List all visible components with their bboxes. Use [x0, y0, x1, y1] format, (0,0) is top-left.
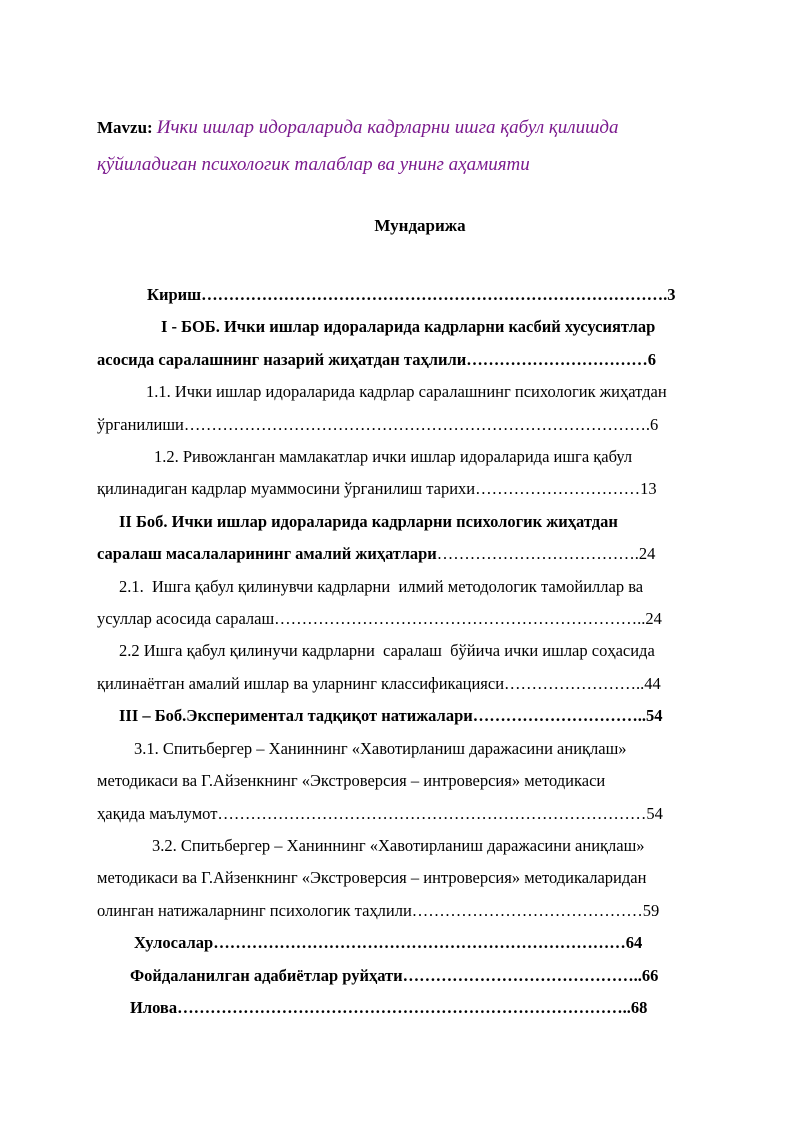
- toc-entry-2-1-line-1: 2.1. Ишга қабул қилинувчи кадрларни илмий методологик тамойиллар ва: [119, 576, 644, 596]
- toc-entry-1-2-line-2: қилинадиган кадрлар муаммосини ўрганилиш тарихи…………………………13: [97, 479, 657, 499]
- toc-entry-2-1-line-2: усуллар асосида саралаш…………………………………………………………..24: [97, 609, 662, 629]
- toc-entry-1-1-line-2: ўрганилиши………………………………………………………………………….6: [97, 414, 659, 434]
- toc-entry-appendix: Илова………………………………………………………………………..68: [130, 997, 648, 1017]
- toc-entry-1-1-line-1: 1.1. Ички ишлар идораларида кадрлар саралашнинг психологик жиҳатдан: [146, 382, 667, 402]
- toc-entry-3-2-line-1: 3.2. Спитьбергер – Ханиннинг «Хавотирланиш даражасини аниқлаш»: [152, 835, 645, 855]
- toc-entry-chapter-2-page: ……………………………….24: [436, 544, 656, 564]
- topic-block: [97, 110, 747, 184]
- topic-title-line-1: Ички ишлар идораларида кадрларни ишга қабул қилишда: [156, 117, 619, 138]
- toc-entry-chapter-1-line-1: I - БОБ. Ички ишлар идораларида кадрларни касбий хусусиятлар: [161, 317, 656, 337]
- toc-entry-3-2-line-3: олинган натижаларнинг психологик таҳлили……………………………………59: [97, 900, 660, 920]
- toc-entry-1-2-line-1: 1.2. Ривожланган мамлакатлар ички ишлар идораларида ишга қабул: [154, 447, 633, 467]
- toc-entry-conclusions: Хулосалар…………………………………………………………………64: [134, 933, 643, 953]
- toc-entry-chapter-2-line-2: [97, 538, 742, 570]
- toc-entry-2-2-line-1: 2.2 Ишга қабул қилинучи кадрларни саралаш бўйича ички ишлар соҳасида: [119, 641, 655, 661]
- toc-entry-chapter-1-line-2: асосида саралашнинг назарий жиҳатдан таҳлили……………………………6: [97, 349, 656, 369]
- toc-entry-chapter-2-title: саралаш масалаларининг амалий жиҳатлари: [97, 544, 437, 564]
- table-of-contents: [97, 279, 742, 1024]
- toc-entry-3-1-line-3: ҳақида маълумот……………………………………………………………………54: [97, 803, 663, 823]
- toc-entry-references: Фойдаланилган адабиётлар руйҳати……………………………………..66: [130, 965, 659, 985]
- toc-entry-introduction: Кириш………………………………………………………………………….3: [147, 285, 676, 304]
- toc-entry-3-1-line-1: 3.1. Спитьбергер – Ханиннинг «Хавотирланиш даражасини аниқлаш»: [134, 738, 627, 758]
- toc-entry-chapter-2-line-1: II Боб. Ички ишлар идораларида кадрларни психологик жиҳатдан: [119, 511, 618, 531]
- toc-entry-2-2-line-2: қилинаётган амалий ишлар ва уларнинг классификацияси……………………..44: [97, 673, 661, 693]
- topic-title-line-2: қўйиладиган психологик талаблар ва унинг аҳамияти: [97, 154, 530, 175]
- toc-entry-chapter-3: III – Боб.Экспериментал тадқиқот натижалари…………………………..54: [119, 706, 663, 726]
- toc-title: Мундарижа: [374, 216, 466, 235]
- toc-entry-3-1-line-2: методикаси ва Г.Айзенкнинг «Экстроверсия – интроверсия» методикаси: [97, 771, 606, 791]
- toc-entry-3-2-line-2: методикаси ва Г.Айзенкнинг «Экстроверсия – интроверсия» методикаларидан: [97, 868, 647, 888]
- topic-label: Mavzu:: [97, 118, 153, 137]
